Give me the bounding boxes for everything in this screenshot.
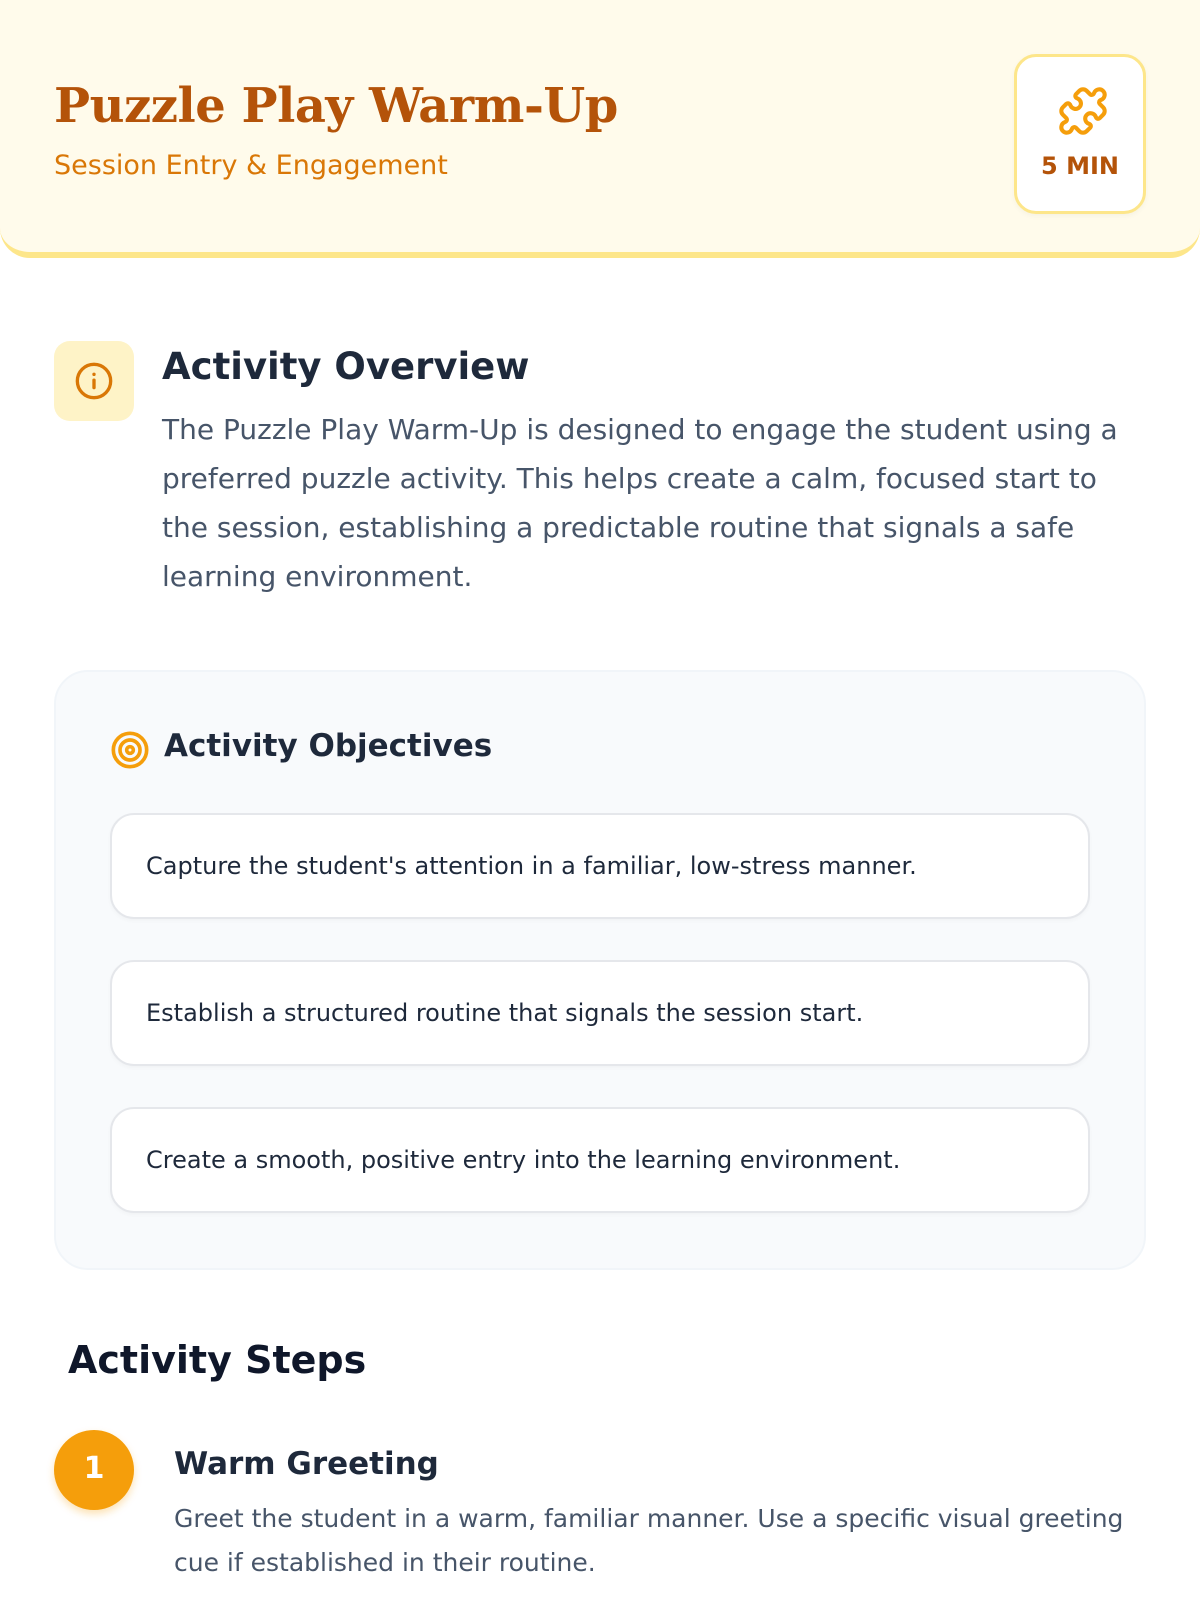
duration-label: 5 MIN — [1041, 152, 1119, 180]
info-icon — [74, 361, 114, 401]
objective-item — [110, 813, 1090, 919]
step-text: Greet the student in a warm, familiar manner. Use a specific visual greeting cue if established in their routine. — [174, 1504, 1124, 1577]
objective-text: Capture the student's attention in a familiar, low-stress manner. — [146, 852, 917, 880]
overview-title: Activity Overview — [162, 345, 530, 388]
page-title: Puzzle Play Warm-Up — [54, 78, 618, 134]
steps-title: Activity Steps — [68, 1338, 367, 1382]
overview-text: The Puzzle Play Warm-Up is designed to engage the student using a preferred puzzle activity. This helps create a calm, focused start to the session, establishing a predictable routine that signals a safe learning environment. — [162, 413, 1118, 593]
page-header — [0, 0, 1200, 258]
puzzle-piece-icon — [1057, 85, 1109, 137]
step-number-badge — [54, 1430, 134, 1510]
objectives-title: Activity Objectives — [164, 728, 493, 764]
step-number: 1 — [83, 1451, 105, 1486]
objective-text: Create a smooth, positive entry into the learning environment. — [146, 1146, 901, 1174]
page-subtitle: Session Entry & Engagement — [54, 150, 448, 181]
duration-badge — [1014, 54, 1146, 214]
objective-item — [110, 1107, 1090, 1213]
overview-icon-box — [54, 341, 134, 421]
step-title: Warm Greeting — [174, 1446, 439, 1482]
objective-item — [110, 960, 1090, 1066]
objective-text: Establish a structured routine that signals the session start. — [146, 999, 864, 1027]
target-icon — [110, 730, 150, 770]
